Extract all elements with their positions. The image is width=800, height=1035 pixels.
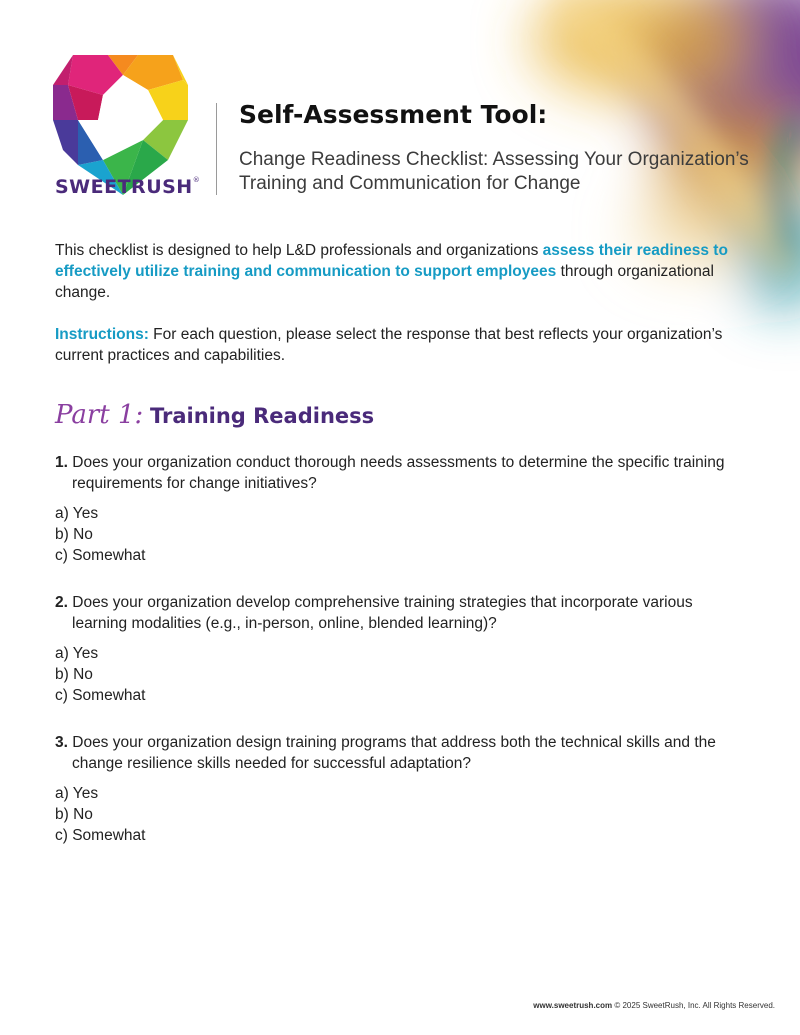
question-text: 1. Does your organization conduct thorough needs assessments to determine the specific training requirements for change initiatives?	[55, 454, 725, 492]
option-somewhat[interactable]: c) Somewhat	[55, 547, 146, 564]
question-3	[55, 732, 745, 846]
answer-options	[55, 503, 745, 566]
question-text: 2. Does your organization develop comprehensive training strategies that incorporate various learning modalities (e.g., in-person, online, blended learning)?	[55, 594, 693, 632]
option-yes[interactable]: a) Yes	[55, 785, 99, 802]
question-1	[55, 452, 745, 566]
page-subtitle: Change Readiness Checklist: Assessing Your Organization’s Training and Communication for Change	[239, 149, 749, 194]
footer-copyright: www.sweetrush.com © 2025 SweetRush, Inc. All Rights Reserved.	[533, 1001, 775, 1010]
option-somewhat[interactable]: c) Somewhat	[55, 687, 146, 704]
intro-highlight: assess their readiness to effectively utilize training and communication to support employees	[55, 242, 728, 280]
option-yes[interactable]: a) Yes	[55, 645, 99, 662]
part-heading	[55, 400, 374, 430]
part-title: Training Readiness	[149, 404, 375, 428]
brand-wordmark: SWEETRUSH®	[55, 176, 201, 198]
header-divider	[216, 103, 217, 195]
option-yes[interactable]: a) Yes	[55, 505, 99, 522]
option-no[interactable]: b) No	[55, 526, 93, 543]
answer-options	[55, 783, 745, 846]
intro-paragraph: This checklist is designed to help L&D professionals and organizations assess their readiness to effectively utilize training and communication to support employees through organizational change.	[55, 242, 728, 301]
footer-site-link[interactable]: www.sweetrush.com	[533, 1001, 613, 1010]
question-text: 3. Does your organization design training programs that address both the technical skills and the change resilience skills needed for successful adaptation?	[55, 734, 716, 772]
page-title: Self-Assessment Tool:	[239, 100, 548, 129]
answer-options	[55, 643, 745, 706]
question-2	[55, 592, 745, 706]
option-no[interactable]: b) No	[55, 666, 93, 683]
option-no[interactable]: b) No	[55, 806, 93, 823]
instructions-paragraph: Instructions: For each question, please select the response that best reflects your organization’s current practices and capabilities.	[55, 326, 723, 364]
instructions-label: Instructions:	[55, 326, 149, 343]
part-label: Part 1:	[55, 400, 144, 430]
option-somewhat[interactable]: c) Somewhat	[55, 827, 146, 844]
